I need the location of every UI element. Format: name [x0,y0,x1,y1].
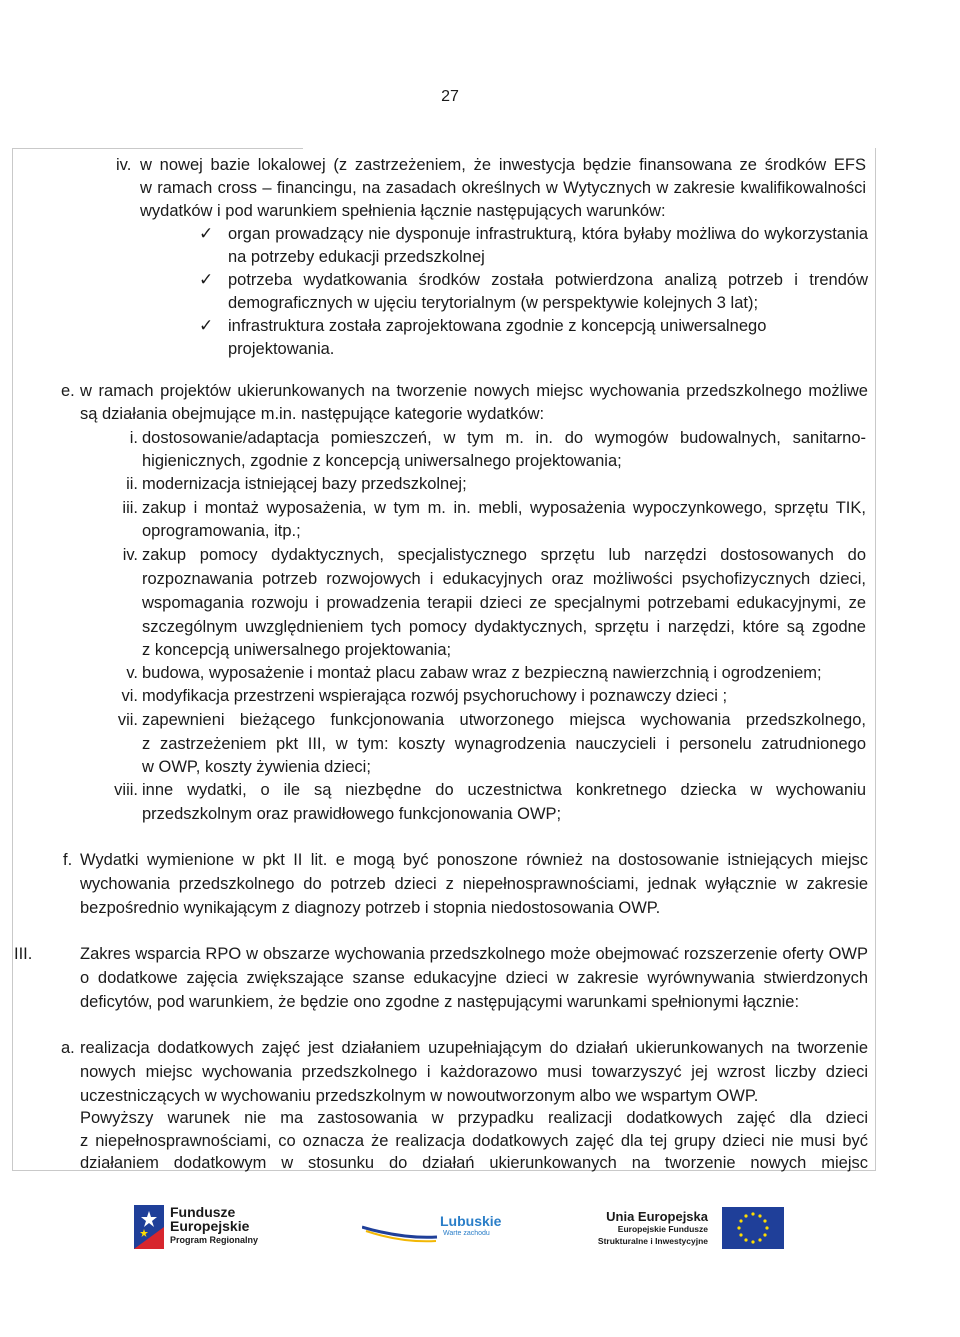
check-1-line-1: organ prowadzący nie dysponuje infrastrukturą, która byłaby możliwa do wykorzystania [228,225,868,243]
e-item-iv-line-2: rozpoznawania potrzeb rozwojowych i edukacyjnych oraz możliwości psychofizycznych dzieci, [142,570,866,588]
checkmark-icon: ✓ [199,270,214,289]
item-marker: vi. [121,687,138,705]
item-marker: vii. [117,711,138,729]
lubuskie-name: Lubuskie [440,1213,502,1229]
footer-logos [0,1195,960,1265]
section-e-line-1: w ramach projektów ukierunkowanych na tworzenie nowych miejsc wychowania przedszkolnego możliwe [80,382,868,400]
list-marker-a: a. [61,1039,75,1057]
section-f-line-3: bezpośrednio wynikającym z diagnozy potrzeb i stopnia niedostosowania OWP. [80,899,661,917]
list-marker-f: f. [63,851,73,869]
section-a-line-4: Powyższy warunek nie ma zastosowania w przypadku realizacji dodatkowych zajęć dla dzieci [80,1109,868,1127]
check-3-line-2: projektowania. [228,340,335,358]
section-a-line-5: z niepełnosprawnościami, co oznacza że realizacja dodatkowych zajęć dla tej grupy dzieci nie musi być [80,1132,868,1150]
section-f-line-2: wychowania przedszkolnego do potrzeb dzieci z niepełnosprawnościami, jednak wyłącznie w zakresie [80,875,868,893]
e-item-iv-line-4: szczególnym uwzględnieniem tych pomocy dydaktycznych, sprzętu i narzędzi, które są zgodne [142,618,866,636]
section-iv-line-2: w ramach cross – financingu, na zasadach określnych w Wytycznych w zakresie kwalifikowalności [140,179,866,197]
e-item-ii-line-1: modernizacja istniejącej bazy przedszkolnej; [142,475,467,493]
e-item-viii-line-1: inne wydatki, o ile są niezbędne do uczestnictwa konkretnego dziecka w wychowaniu [142,781,866,799]
section-e-line-2: są działania obejmujące m.in. następujące kategorie wydatków: [80,405,545,423]
item-marker: iv. [122,546,138,564]
section-iv-line-3: wydatków i pod warunkiem spełnienia łącznie następujących warunków: [140,202,666,220]
list-marker-e: e. [61,382,75,400]
section-f-line-1: Wydatki wymienione w pkt II lit. e mogą być ponoszone również na dostosowanie istniejących miejsc [80,851,868,869]
e-item-vii-line-2: z zastrzeżeniem pkt III, w tym: koszty wynagrodzenia nauczycieli i personelu zatrudnionego [142,735,866,753]
lubuskie-tagline: Warte zachodu [443,1230,490,1237]
section-iv-line-1: w nowej bazie lokalowej (z zastrzeżeniem, że inwestycja będzie finansowana ze środków EFS [140,156,866,174]
check-2-line-1: potrzeba wydatkowania środków została potwierdzona analizą potrzeb i trendów [228,271,868,289]
section-III-line-1: Zakres wsparcia RPO w obszarze wychowania przedszkolnego może obejmować rozszerzenie oferty OWP [80,945,868,963]
item-marker: ii. [126,475,138,493]
e-item-iv-line-3: wspomagania rozwoju i prowadzenia terapii dzieci ze specjalnymi potrzebami edukacyjnymi, ze [142,594,866,612]
e-item-vii-line-1: zapewnieni bieżącego funkcjonowania utworzonego miejsca wychowania przedszkolnego, [142,711,866,729]
e-item-v-line-1: budowa, wyposażenie i montaż placu zabaw wraz z bezpieczną nawierzchnią i ogrodzeniem; [142,664,822,682]
e-item-i-line-1: dostosowanie/adaptacja pomieszczeń, w tym m. in. do wymogów budowalnych, sanitarno- [142,429,866,447]
item-marker: v. [126,664,138,682]
fundusze-europejskie-text [170,1205,258,1247]
checkmark-icon: ✓ [199,224,214,243]
item-marker-iv: iv. [116,156,132,174]
item-marker: i. [129,429,138,447]
e-item-iv-line-1: zakup pomocy dydaktycznych, specjalistycznego sprzętu lub narzędzi dostosowanych do [142,546,866,564]
page-number: 27 [441,88,459,105]
fundusze-europejskie-logo-icon [134,1205,164,1249]
eu-text [598,1211,708,1247]
e-item-iii-line-2: oprogramowania, itp.; [142,522,301,540]
section-a-line-2: nowych miejsc wychowania przedszkolnego i każdorazowo musi towarzyszyć jej wzrost liczby dzieci [80,1063,868,1081]
e-item-viii-line-2: przedszkolnym oraz prawidłowego funkcjonowania OWP; [142,805,562,823]
e-item-i-line-2: higienicznych, zgodnie z koncepcją uniwersalnego projektowania; [142,452,622,470]
section-III-line-2: o dodatkowe zajęcia zwiększające szanse edukacyjne dzieci w zakresie wyrównywania stwierdzonych [80,969,868,987]
eu-subtitle-2: Strukturalne i Inwestycyjne [597,1236,708,1246]
fe-title-2: Europejskie [170,1218,250,1234]
section-a-line-6: działaniem dodatkowym w stosunku do działań ukierunkowanych na tworzenie nowych miejsc [80,1154,868,1172]
e-item-iii-line-1: zakup i montaż wyposażenia, w tym m. in. mebli, wyposażenia wypoczynkowego, sprzętu TIK, [142,499,866,517]
section-a-line-1: realizacja dodatkowych zajęć jest działaniem uzupełniającym do działań ukierunkowanych na tworzenie [80,1039,868,1057]
eu-flag-icon [722,1207,784,1249]
checkmark-icon: ✓ [199,316,214,335]
eu-title: Unia Europejska [606,1209,708,1224]
e-item-vi-line-1: modyfikacja przestrzeni wspierająca rozwój psychoruchowy i poznawczy dzieci ; [142,687,728,705]
item-marker: viii. [114,781,138,799]
item-marker: iii. [122,499,138,517]
eu-subtitle-1: Europejskie Fundusze [617,1224,708,1234]
section-marker-III: III. [14,945,33,963]
section-III-line-3: deficytów, pod warunkiem, że będzie ono zgodne z następującymi warunkami spełnionymi łącznie: [80,993,800,1011]
fe-subtitle: Program Regionalny [170,1235,259,1245]
check-3-line-1: infrastruktura została zaprojektowana zgodnie z koncepcją uniwersalnego [228,317,767,335]
e-item-iv-line-5: z koncepcją uniwersalnego projektowania; [142,641,452,659]
check-1-line-2: na potrzeby edukacji przedszkolnej [228,248,485,266]
e-item-vii-line-3: w OWP, koszty żywienia dzieci; [142,758,371,776]
fe-title-1: Fundusze [170,1204,236,1220]
section-a-line-3: uczestniczących w wychowaniu przedszkolnym w nowoutworzonym albo we wspartym OWP. [80,1087,759,1105]
check-2-line-2: demograficznych w ujęciu terytorialnym (w perspektywie kolejnych 3 lat); [228,294,759,312]
